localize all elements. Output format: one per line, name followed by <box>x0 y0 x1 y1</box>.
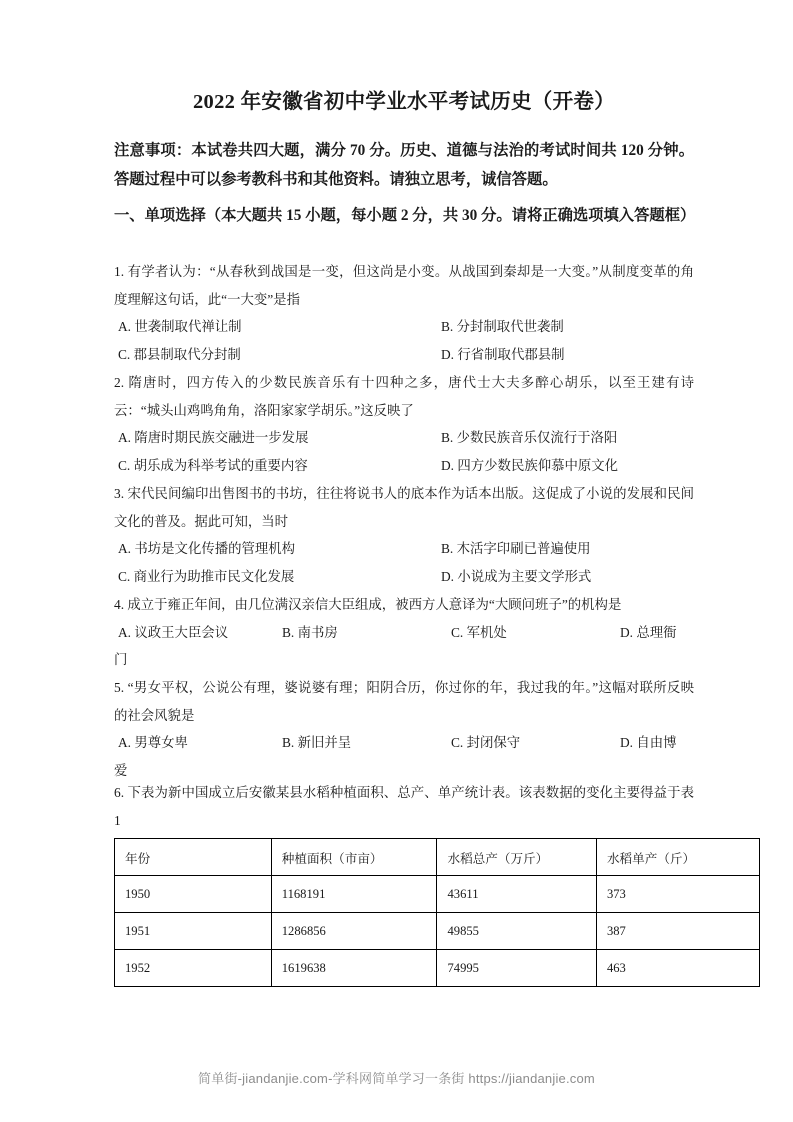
cell-year: 1951 <box>115 913 272 950</box>
question-5-option-a[interactable] <box>118 729 188 757</box>
cell-year: 1952 <box>115 950 272 987</box>
question-5-option-d-continuation: 爱 <box>114 762 128 778</box>
question-4-option-a-text: 议政王大臣会议 <box>134 624 229 640</box>
page-title: 2022 年安徽省初中学业水平考试历史（开卷） <box>192 91 616 113</box>
question-3-option-c-key: C. <box>118 568 131 584</box>
question-1-option-d-text: 行省制取代郡县制 <box>457 346 565 362</box>
question-2-option-a-text: 隋唐时期民族交融进一步发展 <box>134 430 309 445</box>
cell-unit: 373 <box>596 876 759 913</box>
question-1-options <box>114 313 694 368</box>
question-1-option-c-key: C. <box>118 346 131 362</box>
table-header-row <box>115 839 760 876</box>
question-4-option-c-key: C. <box>451 624 464 640</box>
question-2-option-d-key: D. <box>441 457 455 473</box>
cell-area: 1286856 <box>271 913 437 950</box>
question-5-options <box>114 729 694 784</box>
question-1-option-d-key: D. <box>441 346 455 362</box>
question-1-stem: 1. 有学者认为：“从春秋到战国是一变，但这尚是小变。从战国到秦却是一大变。”从制度变革的角度理解这句话，此“一大变”是指 <box>114 264 694 307</box>
question-2-options-row-1 <box>114 424 694 452</box>
question-2-option-b-text: 少数民族音乐仅流行于洛阳 <box>456 430 618 445</box>
question-2-option-c[interactable] <box>118 452 308 480</box>
question-2-options <box>114 424 694 479</box>
question-4-option-b-key: B. <box>282 624 295 640</box>
question-5-option-d-key: D. <box>620 735 634 750</box>
table-row <box>115 913 760 950</box>
question-3-options <box>114 535 694 590</box>
question-2-option-a[interactable] <box>118 424 308 452</box>
section-heading-single-choice: 一、单项选择（本大题共 15 小题，每小题 2 分，共 30 分。请将正确选项填入答题框） <box>114 207 696 224</box>
question-2-option-d-text: 四方少数民族仰慕中原文化 <box>457 457 619 473</box>
question-3-option-c[interactable] <box>118 563 294 591</box>
question-2-options-row-2 <box>114 452 694 480</box>
question-5-option-a-text: 男尊女卑 <box>134 735 188 750</box>
question-1-option-a-key: A. <box>118 319 132 334</box>
question-4 <box>114 591 694 674</box>
question-4-options-row-1 <box>114 619 694 647</box>
table-row <box>115 876 760 913</box>
question-2-option-d[interactable] <box>441 452 618 480</box>
question-2 <box>114 369 694 479</box>
question-2-option-c-text: 胡乐成为科举考试的重要内容 <box>133 457 308 473</box>
question-5-option-c[interactable] <box>451 729 520 757</box>
footer-watermark: 简单街-jiandanjie.com-学科网简单学习一条街 https://jiandanjie.com <box>198 1071 595 1086</box>
question-4-option-a-key: A. <box>118 624 132 640</box>
question-5-option-c-text: 封闭保守 <box>466 735 521 750</box>
question-4-option-d[interactable] <box>620 619 677 647</box>
question-3-options-row-2 <box>114 563 694 591</box>
question-6-stem: 6. 下表为新中国成立后安徽某县水稻种植面积、总产、单产统计表。该表数据的变化主要得益于表 1 <box>114 785 694 828</box>
question-2-option-a-key: A. <box>118 430 132 445</box>
cell-unit: 387 <box>596 913 759 950</box>
question-3-option-a[interactable] <box>118 535 295 563</box>
cell-area: 1168191 <box>271 876 437 913</box>
question-1-option-b[interactable] <box>441 313 564 341</box>
cell-total: 74995 <box>437 950 596 987</box>
question-3-option-c-text: 商业行为助推市民文化发展 <box>133 568 295 584</box>
question-4-options <box>114 619 694 674</box>
question-5-option-b-text: 新旧并呈 <box>297 735 352 750</box>
question-5-option-d[interactable] <box>620 729 677 757</box>
question-5-option-b-key: B. <box>282 735 295 750</box>
question-4-option-d-continuation: 门 <box>114 652 128 667</box>
question-3-option-b-text: 木活字印刷已普遍使用 <box>456 541 591 556</box>
question-5-options-row-1 <box>114 729 694 757</box>
table-header-area: 种植面积（市亩） <box>271 839 437 876</box>
question-4-option-d-key: D. <box>620 624 634 640</box>
question-5-option-a-key: A. <box>118 735 132 750</box>
question-5-stem: 5. “男女平权，公说公有理，婆说婆有理；阳阴合历，你过你的年，我过我的年。”这幅对联所反映的社会风貌是 <box>114 680 694 723</box>
table-header-total: 水稻总产（万斤） <box>437 839 596 876</box>
table-row <box>115 950 760 987</box>
question-3-options-row-1 <box>114 535 694 563</box>
question-3 <box>114 480 694 590</box>
question-1-option-c-text: 郡县制取代分封制 <box>133 346 241 362</box>
question-4-option-a[interactable] <box>118 619 228 647</box>
question-3-option-a-key: A. <box>118 541 132 556</box>
question-4-stem: 4. 成立于雍正年间，由几位满汉亲信大臣组成，被西方人意译为“大顾问班子”的机构是 <box>114 597 622 612</box>
question-4-option-d-text: 总理衙 <box>636 624 677 640</box>
question-1 <box>114 258 694 368</box>
question-1-option-a[interactable] <box>118 313 242 341</box>
exam-notice: 注意事项：本试卷共四大题，满分 70 分。历史、道德与法治的考试时间共 120 分钟。答题过程中可以参考教科书和其他资料。请独立思考，诚信答题。 <box>114 142 694 188</box>
question-4-option-d-continuation-row <box>114 646 694 674</box>
question-3-option-b[interactable] <box>441 535 591 563</box>
question-1-option-d[interactable] <box>441 341 565 369</box>
cell-unit: 463 <box>596 950 759 987</box>
cell-area: 1619638 <box>271 950 437 987</box>
question-2-stem: 2. 隋唐时，四方传入的少数民族音乐有十四种之多，唐代士大夫多醉心胡乐，以至王建有诗云：“城头山鸡鸣角角，洛阳家家学胡乐。”这反映了 <box>114 375 694 418</box>
question-1-option-a-text: 世袭制取代禅让制 <box>134 319 242 334</box>
question-4-option-b[interactable] <box>282 619 338 647</box>
question-4-option-c-text: 军机处 <box>466 624 507 640</box>
question-4-option-c[interactable] <box>451 619 507 647</box>
question-2-option-c-key: C. <box>118 457 131 473</box>
question-3-option-d[interactable] <box>441 563 591 591</box>
question-3-option-b-key: B. <box>441 541 454 556</box>
question-2-option-b-key: B. <box>441 430 454 445</box>
question-5 <box>114 674 694 784</box>
question-1-option-b-text: 分封制取代世袭制 <box>456 319 564 334</box>
question-3-option-d-text: 小说成为主要文学形式 <box>457 568 592 584</box>
rice-statistics-table <box>114 838 760 987</box>
question-3-option-d-key: D. <box>441 568 455 584</box>
question-3-stem: 3. 宋代民间编印出售图书的书坊，往往将说书人的底本作为话本出版。这促成了小说的发展和民间文化的普及。据此可知，当时 <box>114 486 694 529</box>
question-6 <box>114 779 694 834</box>
question-1-option-c[interactable] <box>118 341 241 369</box>
question-1-options-row-2 <box>114 341 694 369</box>
question-5-option-c-key: C. <box>451 735 464 750</box>
question-1-options-row-1 <box>114 313 694 341</box>
table-header-unit: 水稻单产（斤） <box>596 839 759 876</box>
question-5-option-b[interactable] <box>282 729 351 757</box>
question-3-option-a-text: 书坊是文化传播的管理机构 <box>134 541 296 556</box>
question-2-option-b[interactable] <box>441 424 617 452</box>
table-header-year: 年份 <box>115 839 272 876</box>
cell-total: 49855 <box>437 913 596 950</box>
cell-year: 1950 <box>115 876 272 913</box>
cell-total: 43611 <box>437 876 596 913</box>
question-5-option-d-text: 自由博 <box>636 735 677 750</box>
question-4-option-b-text: 南书房 <box>297 624 338 640</box>
question-1-option-b-key: B. <box>441 319 454 334</box>
